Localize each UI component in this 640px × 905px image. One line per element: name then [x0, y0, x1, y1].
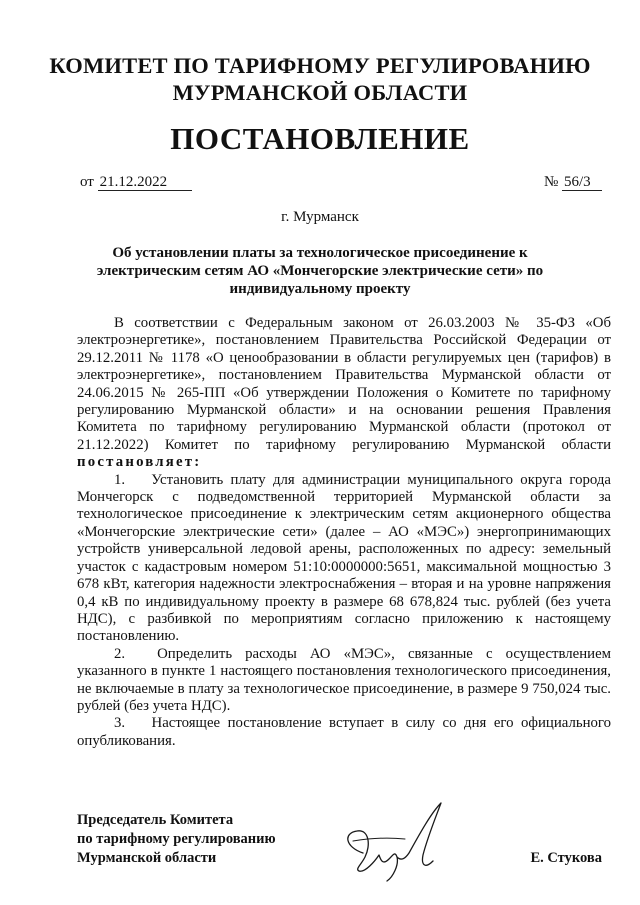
clause-text: Установить плату для администрации муниципального округа города Мончегорск с подведомственной территорией Мурманской области за технологическое присоединение к электрическим сетям акционерного общества «Мончегорские электрические сети» (далее – АО «МЭС») энергопринимающих устройств универсальной ледовой арены, расположенных по адресу: земельный участок с кадастровым номером 51:10:0000000:5651, максимальной мощностью 3 678 кВт, категория надежности электроснабжения – вторая и на уровне напряжения 0,4 кВ по индивидуальному проекту в размере 68 678,824 тыс. рублей (без учета НДС), с разбивкой по мероприятиям согласно приложению к настоящему постановлению. — [77, 471, 611, 645]
number-field — [544, 174, 602, 191]
date-value: 21.12.2022 — [98, 174, 192, 191]
position-line3: Мурманской области — [77, 850, 217, 866]
clause-3 — [77, 715, 611, 750]
clause-number: 2. — [114, 645, 126, 662]
committee-name-line2: МУРМАНСКОЙ ОБЛАСТИ — [172, 80, 468, 105]
number-value: 56/3 — [562, 174, 602, 191]
document-title — [90, 244, 550, 298]
signatory-position — [77, 811, 276, 868]
signatory-name: Е. Стукова — [530, 850, 602, 866]
clause-1 — [77, 472, 611, 646]
number-prefix: № — [543, 174, 559, 190]
decree-word: постановляет — [77, 454, 195, 471]
clause-text: Определить расходы АО «МЭС», связанные с осуществлением указанного в пункте 1 настоящего постановления технологического присоединения, не включаемые в плату за технологическое присоединение, в размере 9 750,024 тыс. рублей (без учета НДС). — [77, 645, 612, 714]
clause-2 — [77, 646, 611, 716]
title-line1: Об установлении платы за технологическое присоединение к — [112, 245, 528, 261]
position-line2: по тарифному регулированию — [77, 831, 276, 847]
committee-name — [40, 52, 600, 106]
handwritten-signature — [335, 795, 465, 885]
intro-paragraph — [77, 315, 611, 472]
decree-colon: : — [194, 454, 202, 471]
intro-text: В соответствии с Федеральным законом от 26.03.2003 № 35-ФЗ «Об электроэнергетике», постановлением Правительства Российской Федерации от 29.12.2011 № 1178 «О ценообразовании в области регулируемых цен (тарифов) в электроэнергетике», постановлением Правительства Мурманской области от 24.06.2015 № 265-ПП «Об утверждении Положения о Комитете по тарифному регулированию Мурманской области» и на основании решения Правления Комитета по тарифному регулированию Мурманской области (протокол от 21.12.2022) Комитет по тарифному регулированию Мурманской области — [77, 315, 611, 453]
date-prefix: от — [80, 174, 94, 190]
document-type: ПОСТАНОВЛЕНИЕ — [170, 121, 470, 156]
committee-name-line1: КОМИТЕТ ПО ТАРИФНОМУ РЕГУЛИРОВАНИЮ — [49, 53, 591, 78]
city: г. Мурманск — [281, 209, 359, 225]
document-body — [77, 315, 611, 750]
clause-text: Настоящее постановление вступает в силу со дня его официального опубликования. — [77, 715, 611, 749]
clause-number: 3. — [114, 715, 126, 732]
position-line1: Председатель Комитета — [77, 812, 234, 828]
title-line3: индивидуальному проекту — [229, 281, 411, 297]
clause-number: 1. — [114, 471, 126, 488]
date-field — [80, 174, 192, 191]
title-line2: электрическим сетям АО «Мончегорские электрические сети» по — [96, 263, 544, 279]
